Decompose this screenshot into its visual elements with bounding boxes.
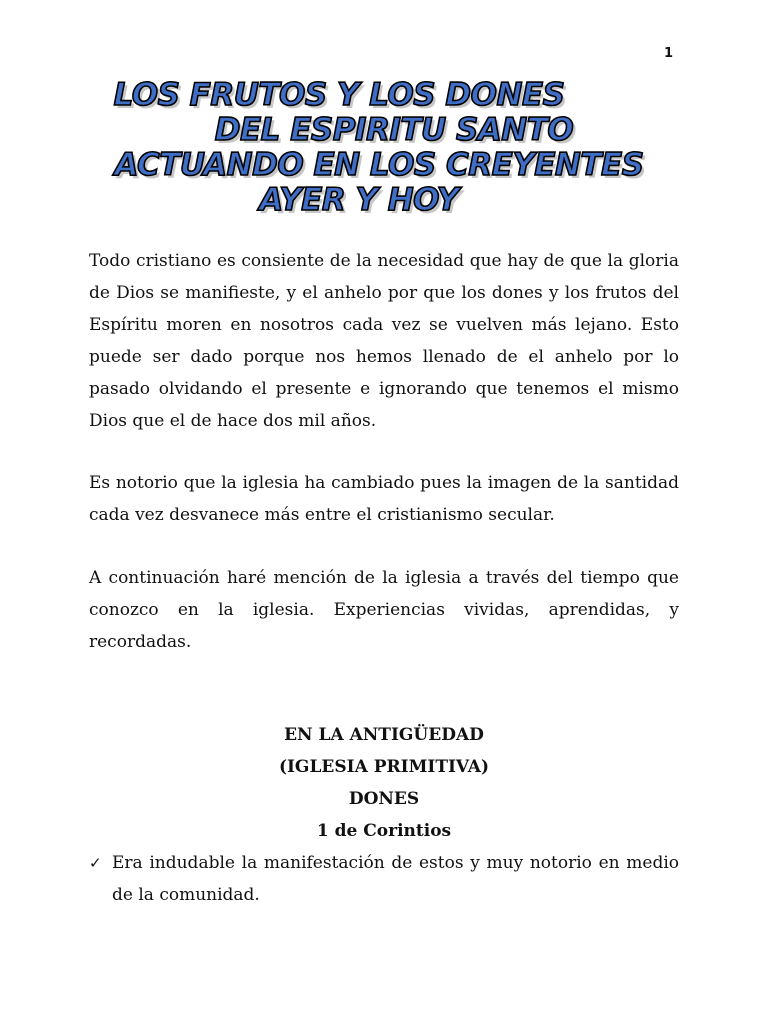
section-heading-corinthians: 1 de Corintios	[316, 821, 452, 841]
title-line-1: LOS FRUTOS Y LOS DONES	[113, 77, 565, 113]
title-line-4: AYER Y HOY	[259, 182, 459, 218]
bullet-text: Era indudable la manifestación de estos y muy notorio en medio de la comunidad.	[112, 853, 679, 905]
paragraph-continuation: A continuación haré mención de la iglesia a través del tiempo que conozco en la iglesia. Experiencias vividas, aprendidas, y recordadas.	[89, 568, 679, 652]
paragraph-intro: Todo cristiano es consiente de la necesidad que hay de que la gloria de Dios se manifieste, y el anhelo por que los dones y los frutos del Espíritu moren en nosotros cada vez se vuelven más lejano. Esto puede ser dado porque nos hemos llenado de el anhelo por lo pasado olvidando el presente e ignorando que tenemos el mismo Dios que el de hace dos mil años.	[89, 251, 679, 431]
document-title-wordart	[0, 78, 768, 218]
bullet-item	[89, 847, 679, 911]
page-number: 1	[664, 46, 674, 61]
checkmark-icon: ✓	[89, 854, 102, 872]
section-heading-antiquity: EN LA ANTIGÜEDAD	[284, 725, 484, 745]
paragraph-church-changed: Es notorio que la iglesia ha cambiado pues la imagen de la santidad cada vez desvanece más entre el cristianismo secular.	[89, 473, 679, 525]
title-line-2: DEL ESPIRITU SANTO	[214, 112, 574, 148]
title-line-3: ACTUANDO EN LOS CREYENTES	[114, 147, 644, 183]
section-heading-gifts: DONES	[348, 789, 420, 809]
section-heading-primitive-church: (IGLESIA PRIMITIVA)	[278, 757, 490, 777]
